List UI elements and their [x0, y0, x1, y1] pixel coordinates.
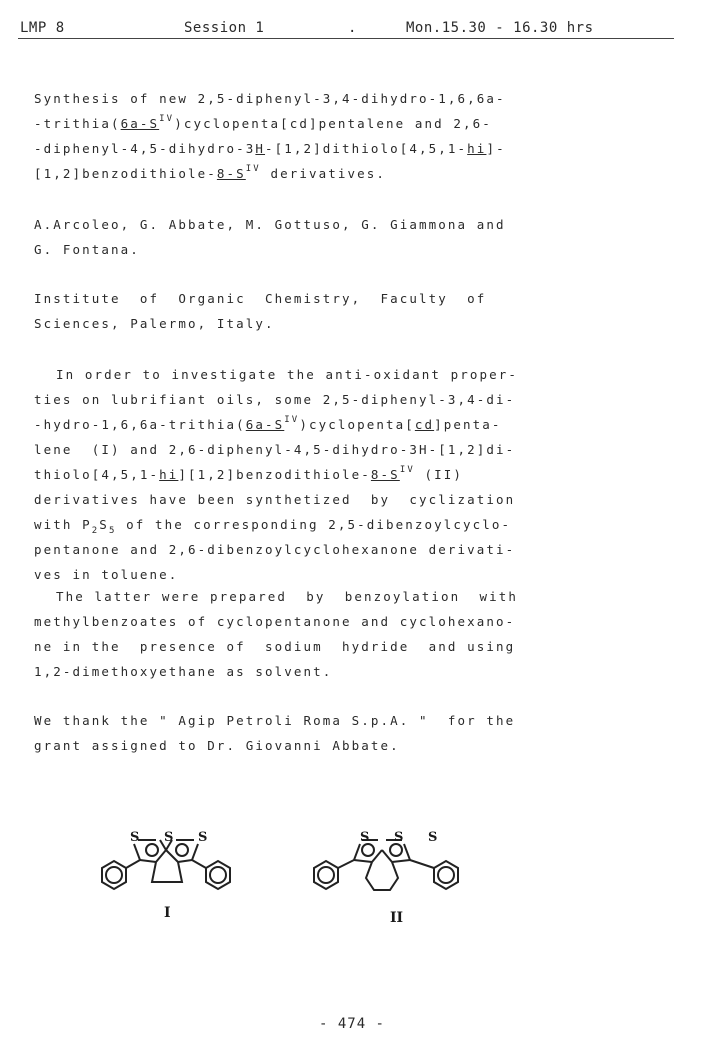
title-line-4-underlined: 8-S: [216, 166, 246, 181]
title-line-3b: -[1,2]dithiolo[4,5,1-: [265, 141, 468, 156]
header-session-code: LMP 8: [20, 20, 65, 36]
header-time: Mon.15.30 - 16.30 hrs: [406, 20, 594, 36]
title-line-3a: -diphenyl-4,5-dihydro-3: [34, 141, 256, 156]
atom-s-5: S: [394, 830, 404, 845]
body1-line-9: ves in toluene.: [34, 567, 179, 582]
body2-line-4: 1,2-dimethoxyethane as solvent.: [34, 664, 333, 679]
title-line-2b: )cyclopenta[cd]pentalene and 2,6-: [174, 116, 492, 131]
title-line-3-underlined-2: hi: [467, 141, 487, 156]
body1-line-7-subscript-2: 5: [108, 526, 117, 536]
atom-s-2: S: [164, 830, 174, 845]
body1-line-3c: ]penta-: [434, 417, 502, 432]
structure-I-label: I: [164, 905, 171, 921]
body2-line-2: methylbenzoates of cyclopentanone and cyclohexano-: [34, 614, 516, 629]
phenyl-ring-left: [102, 861, 126, 889]
body1-line-3-underlined-2: cd: [414, 417, 435, 432]
author-list: [34, 212, 568, 262]
body1-line-7-mid: S: [99, 517, 109, 532]
body1-line-5-underlined-2: 8-S: [370, 467, 400, 482]
atom-s-3: S: [198, 830, 208, 845]
body1-line-7a: with P: [34, 517, 92, 532]
dithiolo-core: [354, 840, 410, 890]
affiliation: [34, 286, 568, 336]
page-header: [18, 20, 674, 39]
phenyl-ring-right: [434, 861, 458, 889]
structure-II-label: II: [390, 910, 404, 926]
title-line-4-superscript: IV: [245, 164, 261, 174]
title-line-4b: derivatives.: [260, 166, 386, 181]
header-session: Session 1: [184, 20, 265, 36]
body1-line-4: lene (I) and 2,6-diphenyl-4,5-dihydro-3H-[1,2]di-: [34, 442, 516, 457]
body1-line-7b: of the corresponding 2,5-dibenzoylcyclo-: [116, 517, 512, 532]
body1-line-5a: thiolo[4,5,1-: [34, 467, 160, 482]
body1-line-7-subscript-1: 2: [91, 526, 100, 536]
body1-line-3b: )cyclopenta[: [299, 417, 415, 432]
thanks-line-1: We thank the " Agip Petroli Roma S.p.A. " for the: [34, 713, 516, 728]
atom-s-1: S: [130, 830, 140, 845]
body1-line-8: pentanone and 2,6-dibenzoylcyclohexanone derivati-: [34, 542, 516, 557]
structure-I-diagram: [74, 826, 274, 906]
abstract-paragraph-1: [34, 362, 568, 587]
acknowledgement: [34, 708, 568, 758]
abstract-paragraph-2: [34, 584, 568, 684]
body1-line-5c: (II): [414, 467, 463, 482]
body1-line-5b: ][1,2]benzodithiole-: [178, 467, 371, 482]
atom-s-4: S: [360, 830, 370, 845]
authors-line-2: G. Fontana.: [34, 242, 140, 257]
title-line-3c: ]-: [486, 141, 506, 156]
atom-s-6: S: [428, 830, 438, 845]
phenyl-ring-left: [314, 861, 338, 889]
trithia-core: [134, 840, 198, 882]
title-line-2a: -trithia(: [34, 116, 121, 131]
body1-line-5-underlined: hi: [159, 467, 179, 482]
body1-line-2: ties on lubrifiant oils, some 2,5-diphenyl-3,4-di-: [34, 392, 516, 407]
structure-II-diagram: [308, 826, 508, 906]
body1-line-5-superscript: IV: [399, 465, 415, 475]
body1-line-6: derivatives have been synthetized by cyclization: [34, 492, 516, 507]
header-dot: .: [348, 20, 357, 36]
page-number: - 474 -: [318, 1016, 385, 1032]
title-line-2-underlined: 6a-S: [120, 116, 160, 131]
title-line-4a: [1,2]benzodithiole-: [34, 166, 217, 181]
title-line-3-underlined-1: H: [255, 141, 266, 156]
body1-line-3-underlined: 6a-S: [245, 417, 285, 432]
authors-line-1: A.Arcoleo, G. Abbate, M. Gottuso, G. Giammona and: [34, 217, 506, 232]
body1-line-3a: -hydro-1,6,6a-trithia(: [34, 417, 246, 432]
body1-line-1: In order to investigate the anti-oxidant proper-: [56, 367, 519, 382]
title-line-2-superscript: IV: [159, 114, 175, 124]
body2-line-3: ne in the presence of sodium hydride and using: [34, 639, 516, 654]
body1-line-3-superscript: IV: [284, 415, 300, 425]
title-line-1: Synthesis of new 2,5-diphenyl-3,4-dihydro-1,6,6a-: [34, 91, 506, 106]
phenyl-ring-right: [206, 861, 230, 889]
affiliation-line-1: Institute of Organic Chemistry, Faculty of: [34, 291, 487, 306]
paper-title: [34, 86, 568, 186]
body2-line-1: The latter were prepared by benzoylation with: [56, 589, 519, 604]
affiliation-line-2: Sciences, Palermo, Italy.: [34, 316, 275, 331]
thanks-line-2: grant assigned to Dr. Giovanni Abbate.: [34, 738, 400, 753]
